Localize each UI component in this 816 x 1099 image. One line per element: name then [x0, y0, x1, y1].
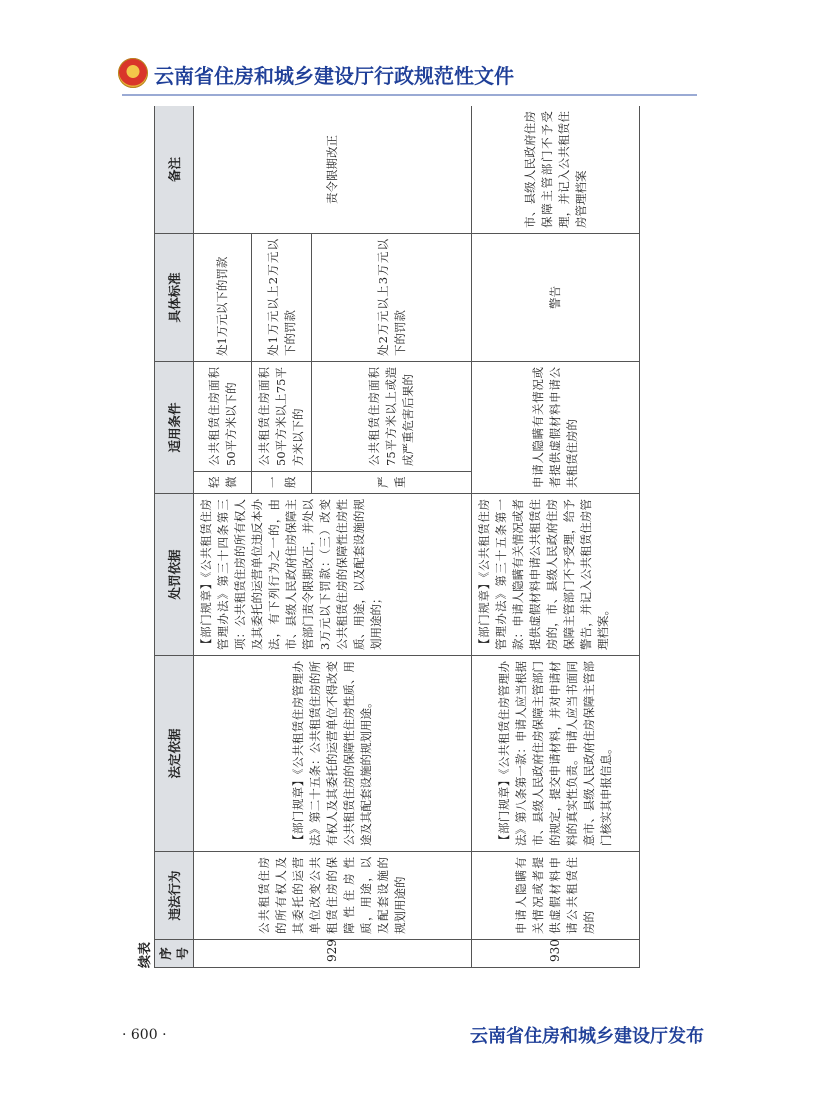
level-standard: 处2万元以上3万元以下的罚款 — [312, 233, 472, 361]
row-note: 市、县级人民政府住房保障主管部门不予受理，并记入公共租赁住房管理档案 — [472, 106, 640, 233]
row-note: 责令限期改正 — [194, 106, 472, 233]
level-condition: 公共租赁住房面积75平方米以上或造成严重危害后果的 — [312, 361, 472, 471]
document-header — [118, 58, 698, 90]
level-standard: 处1万元以上2万元以下的罚款 — [252, 233, 312, 361]
header-note: 备注 — [155, 106, 194, 233]
row-condition: 申请人隐瞒有关情况或者提供虚假材料申请公共租赁住房的 — [472, 361, 640, 493]
row-legal: 【部门规章】《公共租赁住房管理办法》第八条第一款：申请人应当根据市、县级人民政府住房保障主管部门的规定，提交申请材料，并对申请材料的真实性负责。申请人应当书面同意市、县级人民政府住房保障主管部门核实其申报信息。 — [472, 656, 640, 852]
row-standard: 警告 — [472, 233, 640, 361]
header-legal: 法定依据 — [155, 656, 194, 852]
publisher-footer: 云南省住房和城乡建设厅发布 — [470, 1026, 704, 1047]
level-label: 严重 — [312, 472, 472, 494]
row-act: 申请人隐瞒有关情况或者提供虚假材料申请公共租赁住房的 — [472, 852, 640, 940]
page-number: · 600 · — [122, 1027, 167, 1043]
row-penalty: 【部门规章】《公共租赁住房管理办法》第三十五条第一款：申请人隐瞒有关情况或者提供虚假材料申请公共租赁住房的，市、县级人民政府住房保障主管部门不予受理，给予警告，并记入公共租赁住房管理档案。 — [472, 494, 640, 656]
table-row — [472, 106, 640, 968]
rotated-table — [132, 106, 688, 968]
table-row — [194, 106, 252, 968]
row-seq: 930 — [472, 940, 640, 968]
level-condition: 公共租赁住房面积50平方米以下的 — [194, 361, 252, 471]
table-caption: 续表 — [138, 941, 153, 968]
level-label: 一般 — [252, 472, 312, 494]
row-seq: 929 — [194, 940, 472, 968]
row-legal: 【部门规章】《公共租赁住房管理办法》第二十五条：公共租赁住房的所有权人及其委托的运营单位不得改变公共租赁住房的保障性住房性质、用途及其配套设施的规划用途。 — [194, 656, 472, 852]
level-standard: 处1万元以下的罚款 — [194, 233, 252, 361]
header-penalty: 处罚依据 — [155, 494, 194, 656]
row-penalty: 【部门规章】《公共租赁住房管理办法》第三十四条第三项：公共租赁住房的所有权人及其委托的运营单位违反本办法，有下列行为之一的，由市、县级人民政府住房保障主管部门责令限期改正，并处以3万元以下罚款：（三）改变公共租赁住房的保障性住房性质、用途，以及配套设施的规划用途的； — [194, 494, 472, 656]
row-act: 公共租赁住房的所有权人及其委托的运营单位改变公共租赁住房的保障性住房性质，用途，以及配套设施的规划用途的 — [194, 852, 472, 940]
table-header-row — [155, 106, 194, 968]
header-std: 具体标准 — [155, 233, 194, 361]
level-condition: 公共租赁住房面积50平方米以上75平方米以下的 — [252, 361, 312, 471]
rotated-table-frame — [132, 106, 688, 968]
national-emblem-icon — [118, 58, 148, 88]
document-series-title: 云南省住房和城乡建设厅行政规范性文件 — [154, 64, 514, 88]
header-seq: 序号 — [155, 940, 194, 968]
header-cond: 适用条件 — [155, 361, 194, 493]
penalty-standard-table — [154, 106, 640, 968]
level-label: 轻微 — [194, 472, 252, 494]
header-act: 违法行为 — [155, 852, 194, 940]
header-divider — [122, 94, 697, 96]
